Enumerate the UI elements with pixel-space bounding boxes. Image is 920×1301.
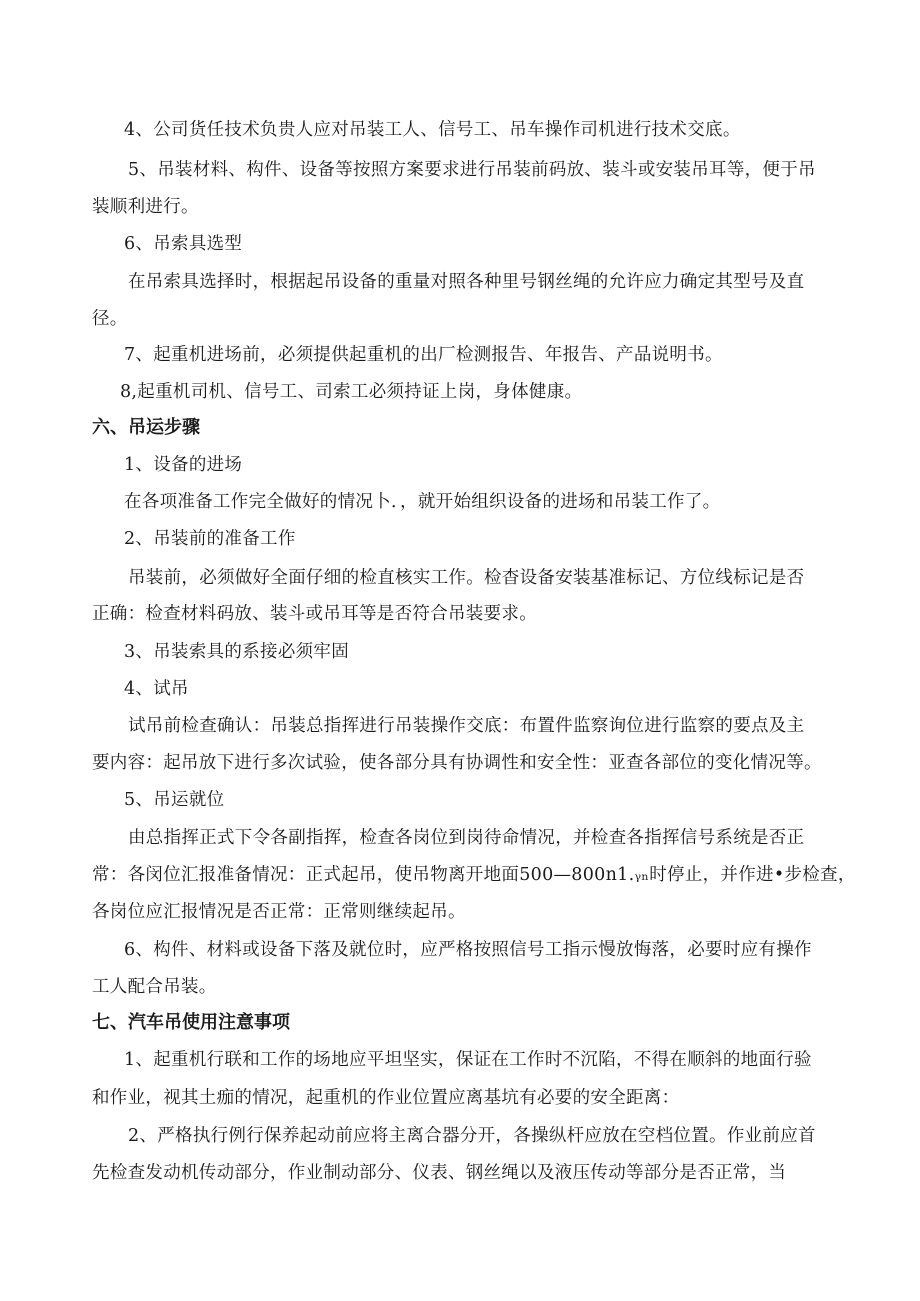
text-line: 2、吊装前的准备工作: [124, 529, 296, 549]
text-line: 3、吊装索具的系接必须牢固: [124, 642, 350, 662]
text-line: 5、吊装材料、构件、设备等按照方案要求进行吊装前码放、装斗或安装吊耳等，便于吊: [128, 160, 816, 180]
text-line: 径。: [92, 309, 128, 329]
text-line: 在各项准备工作完全做好的情况卜．，就开始组织设备的进场和吊装工作了。: [124, 492, 721, 512]
text-line: 正确：检查材料码放、装斗或吊耳等是否符合吊装要求。: [92, 604, 537, 624]
text-line: 要内容：起吊放下进行多次试验，使各部分具有协调性和安全性：亚查各部位的变化情况等。: [92, 753, 822, 773]
text-line: 在吊索具选择时，根据起吊设备的重量对照各种里号钢丝绳的允许应力确定其型号及直: [128, 272, 805, 292]
text-line: 7、起重机进场前，必须提供起重机的出厂检测报告、年报告、产品说明书。: [124, 345, 723, 365]
text-line: 8,起重机司机、信号工、司索工必须持证上岗，身体健康。: [120, 382, 583, 402]
text-line: 6、构件、材料或设备下落及就位时，应严格按照信号工指示慢放悔落，必要时应有操作: [124, 940, 812, 960]
text-line: 由总指挥正式下令各副指挥，检查各岗位到岗待命情况，并检查各指挥信号系统是否正: [128, 828, 805, 848]
text-line: 6、吊索具选型: [124, 234, 243, 254]
text-line: 1、设备的进场: [124, 455, 243, 475]
text-line: 4、公司货任技术负贵人应对吊装工人、信号工、吊车操作司机进行技术交底。: [124, 120, 741, 140]
text-line: 5、吊运就位: [124, 790, 225, 810]
text-line: 吊装前，必须做好全面仔细的检直核实工作。检杳设备安装基准标记、方位线标记是否: [128, 568, 805, 588]
text-line: 工人配合吊装。: [92, 977, 217, 997]
section-heading-7: 七、汽车吊使用注意事项: [92, 1012, 290, 1033]
text-line: 4、试吊: [124, 679, 189, 699]
text-line: 1、起重机行联和工作的场地应平坦坚实，保证在工作时不沉陷，不得在顺斜的地面行验: [124, 1050, 812, 1070]
text-line: 2、严格执行例行保养起动前应将主离合器分开，各操纵杆应放在空档位置。作业前应首: [128, 1126, 816, 1146]
text-line: 和作业，视其土痂的情况，起重机的作业位置应离基坑有必要的安全距离：: [92, 1088, 680, 1108]
text-line: 常：各闵位汇报准备情况：正式起吊，使吊物离开地面500—800n1.ᵧₙ时停止，并作进•步检查，: [92, 865, 856, 885]
text-line: 试吊前检查确认：吊装总指挥进行吊装操作交底：布置件监察询位进行监察的要点及主: [128, 716, 805, 736]
text-line: 各岗位应汇报情况是否正常：正常则继续起吊。: [92, 902, 466, 922]
text-line: 装顺利进行。: [92, 197, 199, 217]
section-heading-6: 六、吊运步骤: [92, 417, 200, 438]
text-line: 先检查发动机传动部分，作业制动部分、仪表、钢丝绳以及液压传动等部分是否正常，当: [92, 1163, 787, 1183]
